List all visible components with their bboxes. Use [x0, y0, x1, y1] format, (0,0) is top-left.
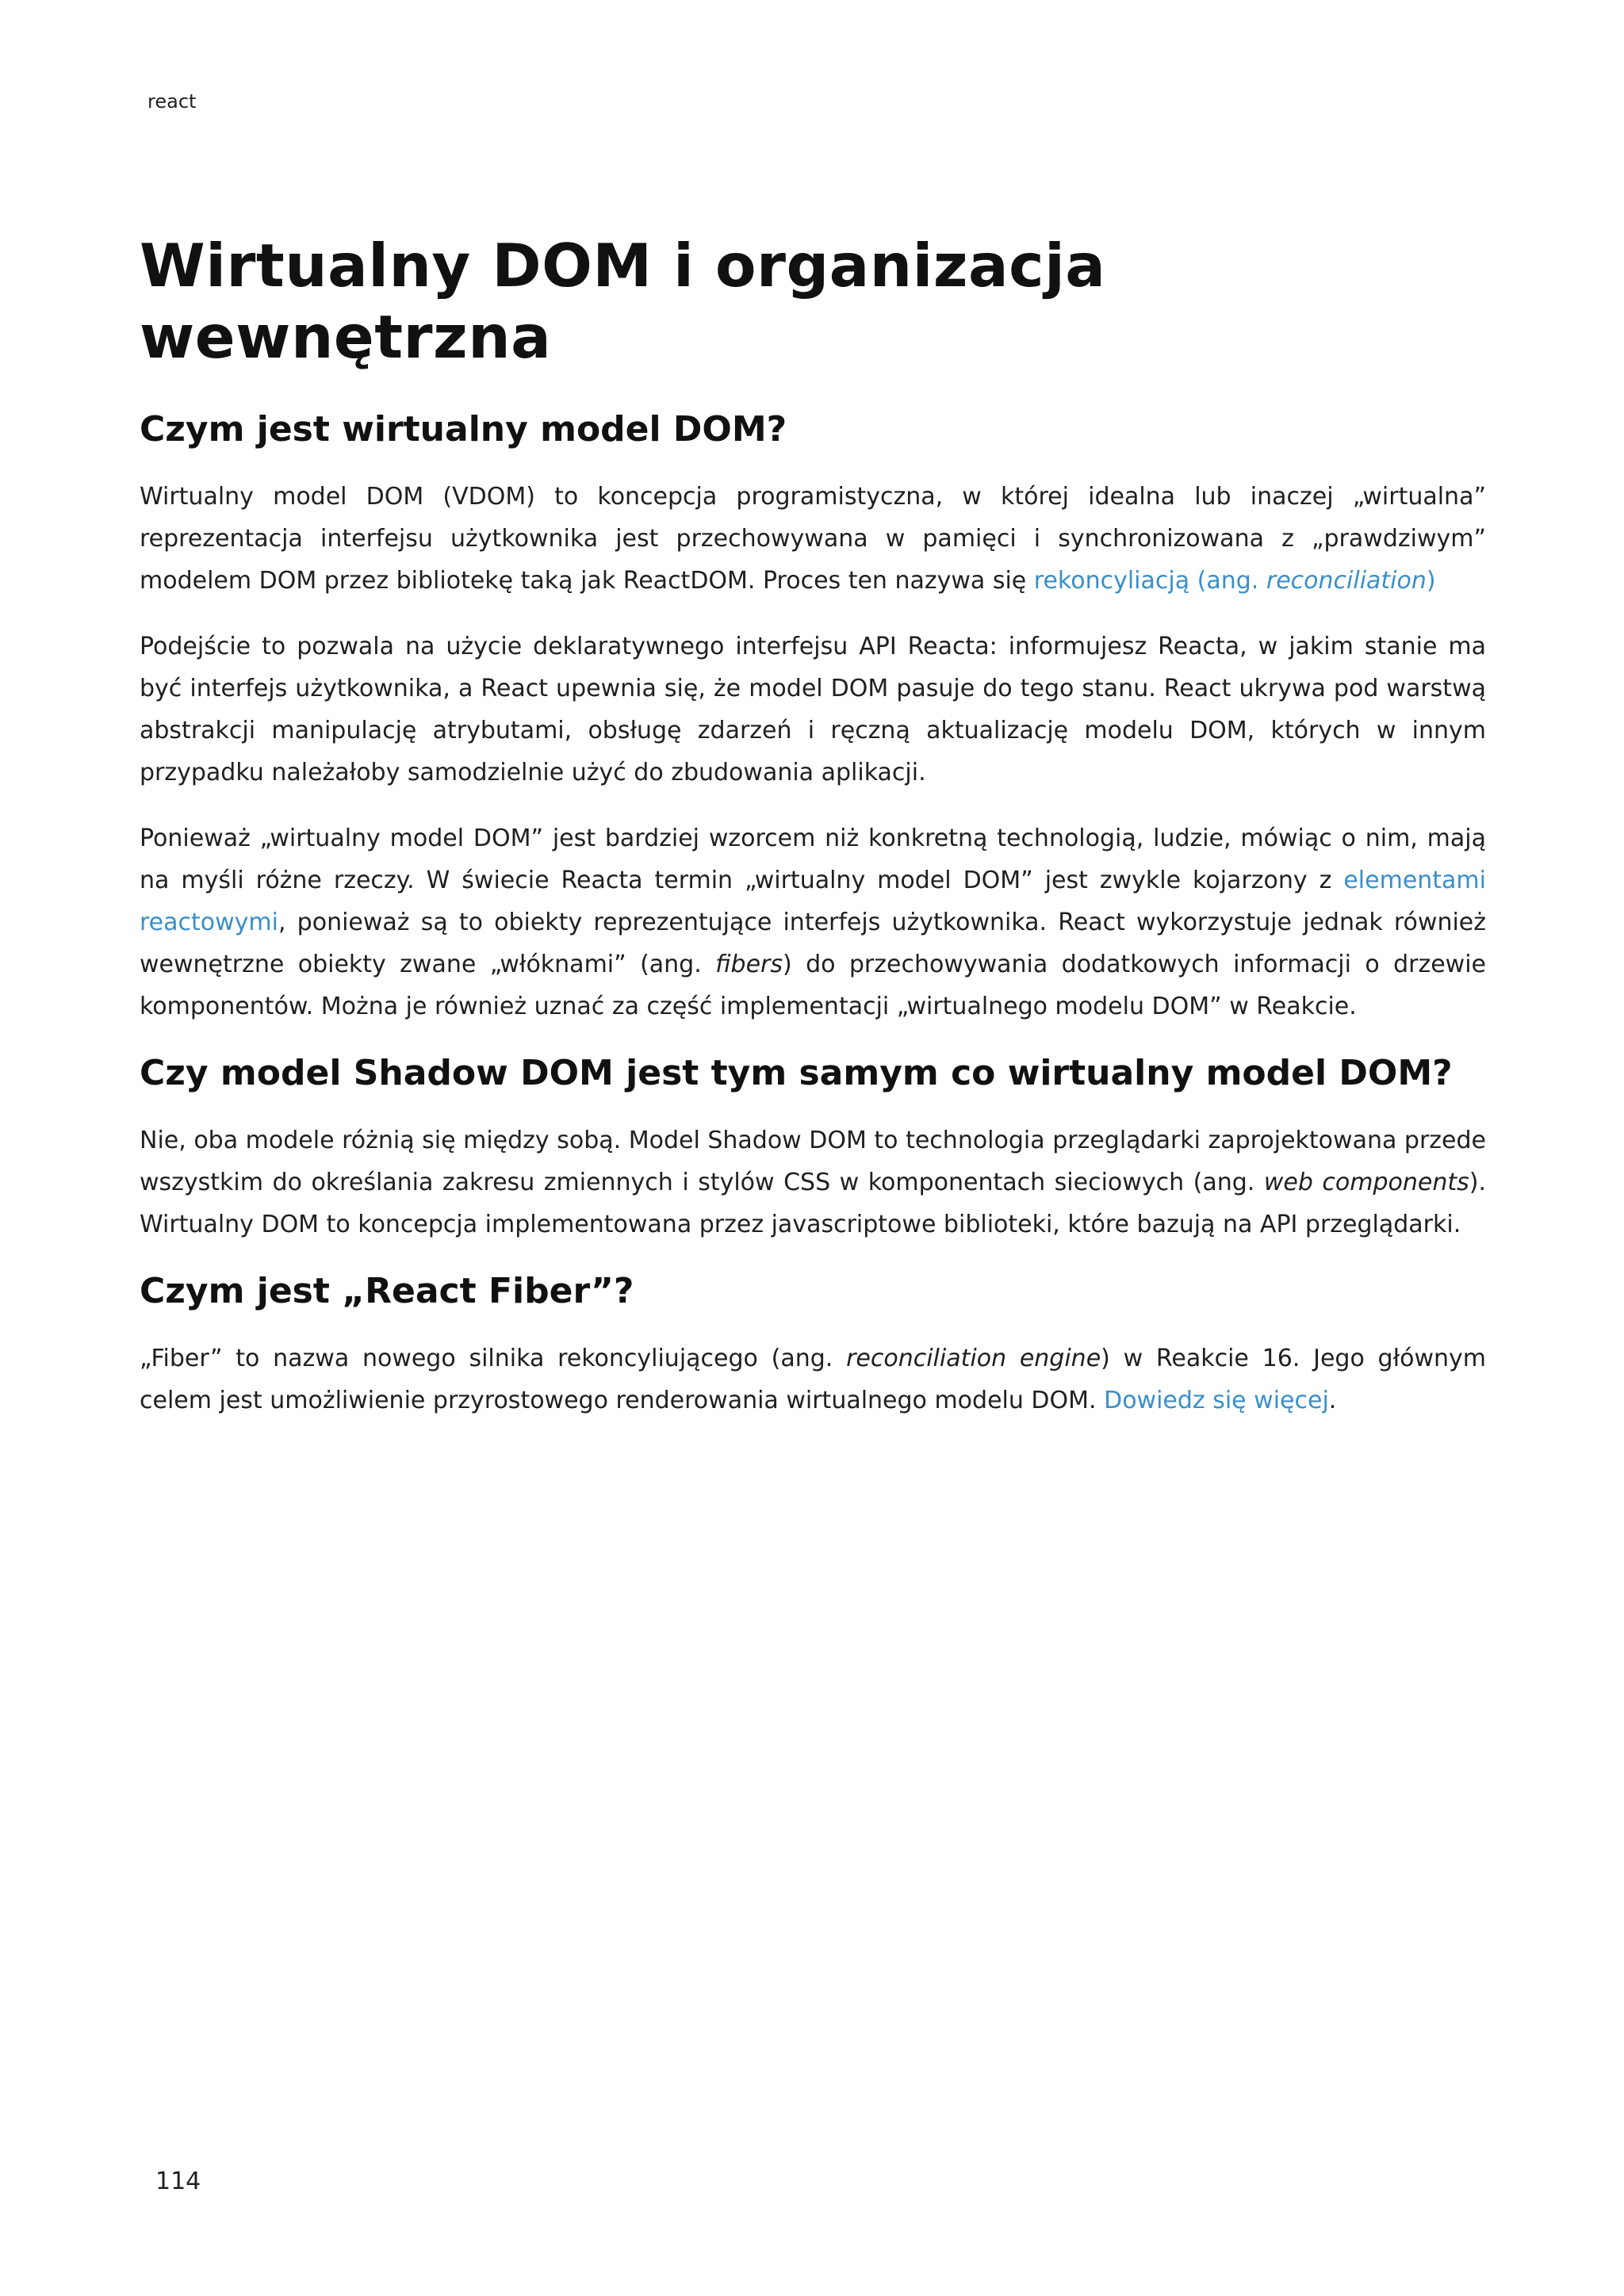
link-close-text: ): [1426, 567, 1436, 595]
link-text: rekoncyliacją (ang.: [1033, 567, 1266, 595]
paragraph-text: Nie, oba modele różnią się między sobą. Model Shadow DOM to technologia przeglądarki zaprojektowana przede wszystkim do określania zakresu zmiennych i stylów CSS w komponentach sieciowych (ang.: [140, 1127, 1486, 1196]
section-title: Czym jest wirtualny model DOM?: [140, 409, 787, 450]
reconciliation-link[interactable]: [1034, 567, 1436, 595]
italic-term: web components: [1263, 1169, 1469, 1196]
italic-term: reconciliation engine: [846, 1345, 1101, 1372]
paragraph: [140, 1337, 1486, 1422]
paragraph-text: ) do przechowywania dodatkowych informacji o drzewie komponentów. Można je również uznać za część implementacji „wirtualnego modelu DOM” w Reakcie.: [140, 951, 1486, 1020]
section-react-fiber: [140, 1269, 1486, 1422]
paragraph-text: „Fiber” to nazwa nowego silnika rekoncyliującego (ang.: [140, 1345, 847, 1372]
section-title: Czy model Shadow DOM jest tym samym co wirtualny model DOM?: [140, 1053, 1453, 1093]
section-title: Czym jest „React Fiber”?: [140, 1271, 634, 1311]
link-italic-text: reconciliation: [1266, 567, 1427, 595]
paragraph: [140, 476, 1486, 602]
paragraph-text: Ponieważ „wirtualny model DOM” jest bardziej wzorcem niż konkretną technologią, ludzie, mówiąc o nim, mają na myśli różne rzeczy. W świecie Reacta termin „wirtualny model DOM” jest zwykle kojarzony z: [140, 825, 1486, 894]
paragraph-text: ) w Reakcie 16. Jego głównym celem jest umożliwienie przyrostowego renderowania wirtualnego modelu DOM.: [140, 1345, 1487, 1414]
section-what-is-vdom: [140, 408, 1486, 1027]
learn-more-link[interactable]: Dowiedz się więcej: [1104, 1387, 1329, 1414]
running-header: react: [147, 90, 197, 113]
page-content: [140, 230, 1486, 1445]
paragraph-text: .: [1328, 1387, 1337, 1414]
paragraph: Podejście to pozwala na użycie deklaratywnego interfejsu API Reacta: informujesz Reacta, w jakim stanie ma być interfejs użytkownika, a React upewnia się, że model DOM pasuje do tego stanu. React ukrywa pod warstwą abstrakcji manipulację atrybutami, obsługę zdarzeń i ręczną aktualizację modelu DOM, których w innym przypadku należałoby samodzielnie użyć do zbudowania aplikacji.: [140, 633, 1486, 786]
react-elements-link[interactable]: elementami reactowymi: [140, 867, 1486, 936]
paragraph-text: , ponieważ są to obiekty reprezentujące interfejs użytkownika. React wykorzystuje jednak również wewnętrzne obiekty zwane „włóknami” (ang.: [140, 909, 1486, 978]
paragraph-text: ). Wirtualny DOM to koncepcja implementowana przez javascriptowe biblioteki, które bazują na API przeglądarki.: [140, 1169, 1487, 1238]
page-number: 114: [155, 2168, 201, 2195]
paragraph: [140, 817, 1486, 1027]
paragraph: [140, 1119, 1486, 1246]
paragraph-text: Wirtualny model DOM (VDOM) to koncepcja programistyczna, w której idealna lub inaczej „wirtualna” reprezentacja interfejsu użytkownika jest przechowywana w pamięci i synchronizowana z „prawdziwym” modelem DOM przez bibliotekę taką jak ReactDOM. Proces ten nazywa się: [140, 483, 1486, 595]
italic-term: fibers: [715, 951, 783, 978]
chapter-title: Wirtualny DOM i organizacja wewnętrzna: [140, 231, 1106, 372]
section-shadow-dom: [140, 1051, 1486, 1246]
